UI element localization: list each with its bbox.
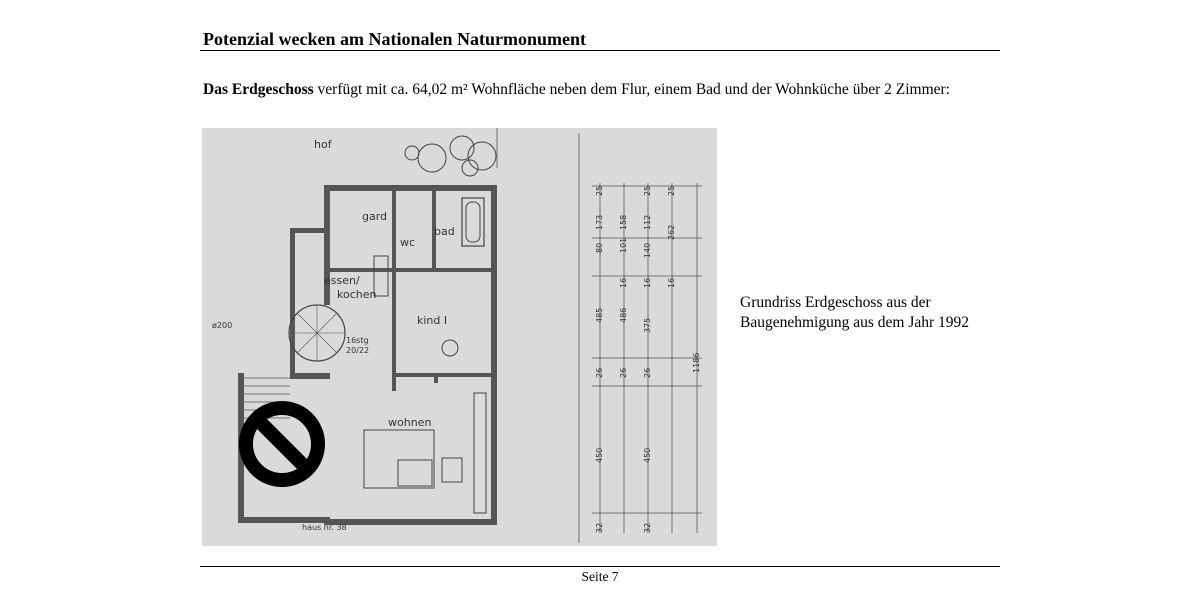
dim-158: 158 [619, 214, 628, 230]
room-kind: kind I [417, 314, 448, 327]
dim-262: 262 [667, 224, 676, 240]
stairs-ratio: 20/22 [346, 346, 370, 355]
dim-16-a: 16 [619, 277, 628, 288]
stair-diameter: ø200 [212, 321, 233, 330]
page-header-title: Potenzial wecken am Nationalen Naturmonument [203, 29, 586, 49]
floor-plan-image [202, 128, 717, 546]
dim-1186: 1186 [692, 352, 701, 373]
dim-16-c: 16 [667, 277, 676, 288]
dim-375: 375 [643, 317, 652, 333]
intro-text [203, 81, 950, 99]
intro-bold: Das Erdgeschoss [203, 81, 314, 98]
dim-112: 112 [643, 214, 652, 230]
dim-101: 101 [619, 237, 628, 253]
dim-450-b: 450 [643, 447, 652, 463]
dim-25-a: 25 [595, 185, 604, 196]
stairs-count: 16stg [346, 336, 369, 345]
room-kochen: kochen [337, 288, 377, 301]
floor-plan-caption [740, 293, 1000, 332]
caption-line-1: Grundriss Erdgeschoss aus der [740, 294, 931, 311]
room-hof: hof [314, 138, 332, 151]
room-wohnen: wohnen [388, 416, 432, 429]
room-bad: bad [434, 225, 455, 238]
room-wc: wc [400, 236, 416, 249]
dim-450-a: 450 [595, 447, 604, 463]
room-essen: essen/ [324, 274, 360, 287]
footer-rule [200, 566, 1000, 567]
dim-485: 485 [595, 307, 604, 323]
dim-26-c: 26 [643, 367, 652, 378]
header-rule [200, 50, 1000, 51]
dim-140: 140 [643, 242, 652, 258]
dim-80: 80 [595, 242, 604, 253]
caption-line-2: Baugenehmigung aus dem Jahr 1992 [740, 313, 970, 331]
dim-25-c: 25 [667, 185, 676, 196]
dim-25-b: 25 [643, 185, 652, 196]
room-gard: gard [362, 210, 388, 223]
page-number: Seite 7 [581, 569, 619, 584]
dim-32-a: 32 [595, 522, 604, 533]
house-number: haus nr. 38 [302, 523, 347, 532]
dim-16-b: 16 [643, 277, 652, 288]
floor-plan-drawing [202, 128, 717, 546]
dim-26-a: 26 [595, 367, 604, 378]
dim-173: 173 [595, 214, 604, 230]
dim-32-b: 32 [643, 522, 652, 533]
dim-26-b: 26 [619, 367, 628, 378]
intro-rest: verfügt mit ca. 64,02 m² Wohnfläche neben dem Flur, einem Bad und der Wohnküche über 2 Zimmer: [313, 81, 950, 98]
dim-486: 486 [619, 307, 628, 323]
